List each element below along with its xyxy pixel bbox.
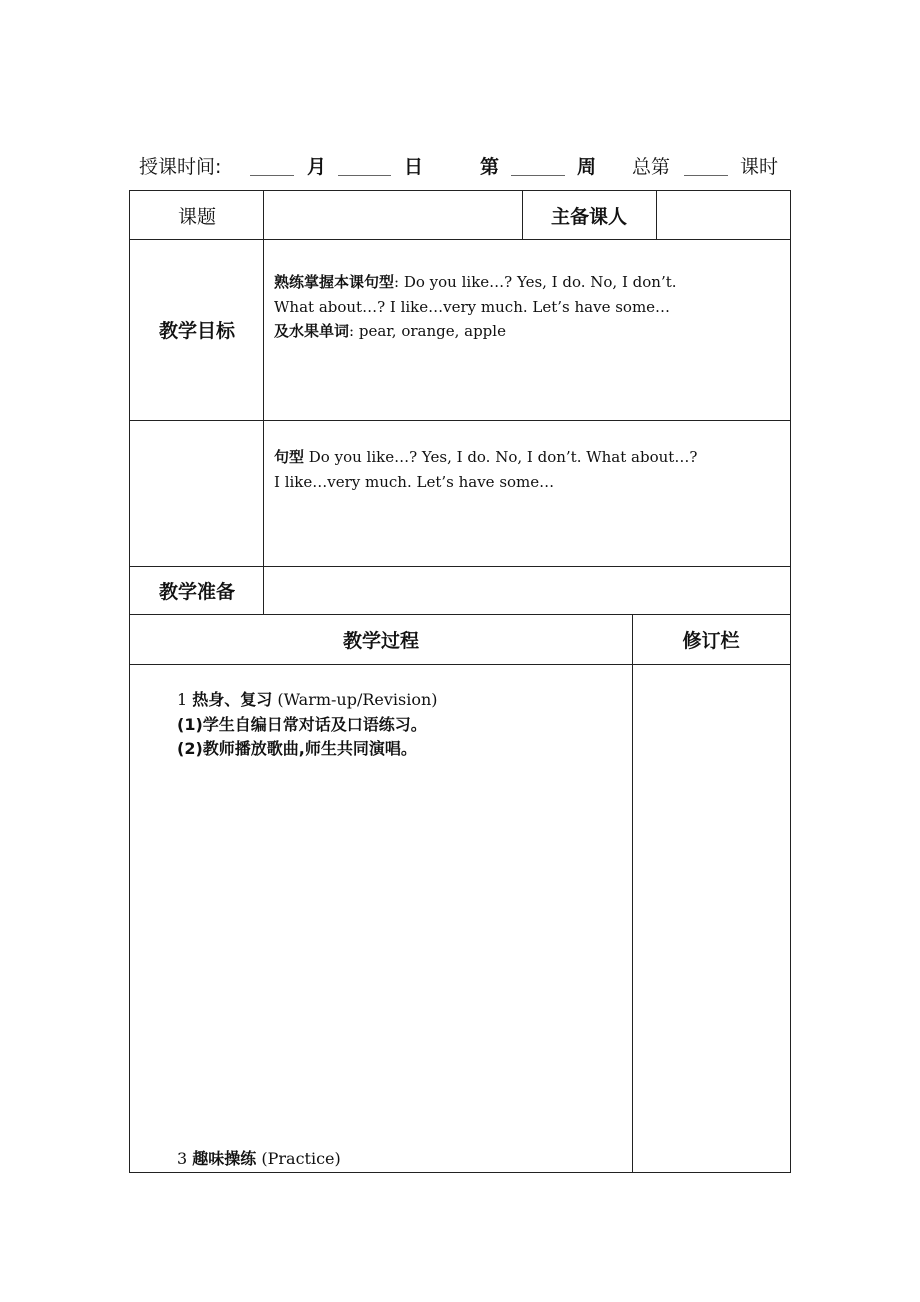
process-step-1-english: (Warm-up/Revision)	[272, 690, 438, 709]
grid-line	[129, 190, 791, 191]
revision-column-field[interactable]	[640, 670, 785, 1165]
objectives-line-2: What about…? I like…very much. Let’s have some…	[274, 297, 671, 316]
keypoints-content	[274, 445, 697, 494]
grid-line	[129, 566, 791, 567]
blank-month[interactable]	[250, 175, 294, 176]
process-step-3-line	[177, 1147, 341, 1172]
revision-label: 修订栏	[682, 630, 740, 652]
blank-week[interactable]	[511, 175, 565, 176]
label-lesson-time: 授课时间:	[139, 156, 222, 178]
process-label: 教学过程	[342, 630, 420, 652]
objectives-line-3-rest: : pear, orange, apple	[349, 322, 506, 340]
grid-line	[129, 190, 130, 1173]
grid-line	[656, 190, 657, 240]
objectives-label: 教学目标	[158, 320, 236, 342]
keypoints-line-1-prefix: 句型	[274, 448, 305, 466]
objectives-line-1-prefix: 熟练掌握本课句型	[274, 273, 395, 291]
label-day: 日	[404, 156, 424, 178]
blank-day[interactable]	[338, 175, 391, 176]
objectives-content	[274, 270, 677, 344]
label-month: 月	[307, 156, 327, 178]
keypoints-line-1-rest: Do you like…? Yes, I do. No, I don’t. What about…?	[304, 448, 698, 466]
process-step-3-number: 3	[177, 1149, 193, 1168]
lesson-header	[0, 150, 920, 178]
lead-teacher-label-text: 主备课人	[550, 206, 628, 228]
grid-line	[522, 190, 523, 240]
topic-label: 课题	[177, 206, 217, 228]
grid-line	[632, 614, 633, 1173]
process-step-1	[177, 688, 438, 713]
keypoints-line-1	[274, 445, 697, 470]
objectives-line-1-rest: : Do you like…? Yes, I do. No, I don’t.	[394, 273, 677, 291]
process-step-3-english: (Practice)	[256, 1149, 341, 1168]
process-step-3	[177, 1147, 341, 1172]
grid-line	[129, 239, 791, 240]
label-total-prefix: 总第	[632, 156, 671, 178]
process-step-1-item-2: (2)教师播放歌曲,师生共同演唱。	[177, 739, 417, 758]
process-content	[177, 688, 438, 762]
process-step-1-number: 1	[177, 690, 193, 709]
process-step-1-title: 热身、复习	[192, 690, 273, 709]
objectives-line-1	[274, 270, 677, 295]
blank-period[interactable]	[684, 175, 728, 176]
objectives-line-3	[274, 319, 677, 344]
keypoints-line-2: I like…very much. Let’s have some…	[274, 472, 555, 491]
grid-line	[129, 614, 791, 615]
label-week-prefix: 第	[480, 156, 500, 178]
lead-teacher-label	[551, 202, 627, 229]
label-period: 课时	[740, 156, 779, 178]
grid-line	[263, 190, 264, 615]
grid-line	[129, 1172, 791, 1173]
grid-line	[129, 664, 791, 665]
process-step-1-item-1: (1)学生自编日常对话及口语练习。	[177, 714, 427, 734]
label-week: 周	[577, 156, 597, 178]
grid-line	[790, 190, 791, 1173]
grid-line	[129, 420, 791, 421]
preparation-label: 教学准备	[158, 581, 236, 603]
objectives-line-3-prefix: 及水果单词	[274, 322, 350, 340]
process-step-3-title: 趣味操练	[192, 1149, 257, 1168]
